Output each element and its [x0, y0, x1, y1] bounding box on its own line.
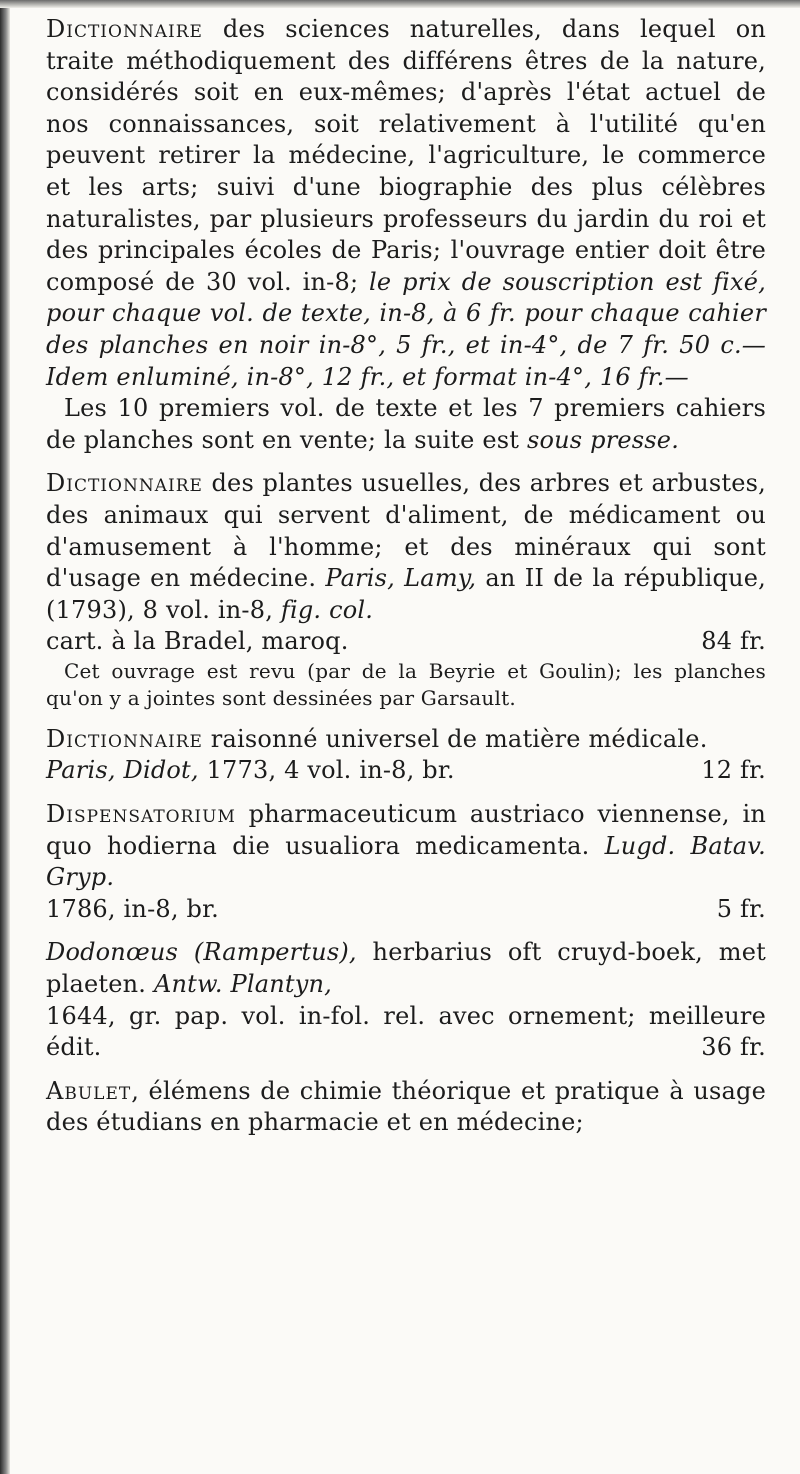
- page-top-shadow: [0, 0, 800, 8]
- entry-head: Abulet: [46, 1076, 132, 1105]
- entry-imprint: Paris, Lamy,: [325, 564, 477, 593]
- entry-imprint: Antw. Plantyn,: [153, 970, 333, 999]
- entry-price-terms: le prix de souscription est fixé, pour chaque vol. de texte, in-8, à 6 fr. pour chaque cahier des planches en noir in-8°, 5 fr., et in-4°, de 7 fr. 50 c.— Idem enluminé, in-8°, 12 fr., et format in-4°, 16 fr.—: [46, 267, 766, 391]
- entry-text-2: 1786, in-8, br.: [46, 894, 219, 923]
- entry-italic-2: fig. col.: [280, 595, 374, 624]
- entry-dictionnaire-plantes-usuelles: [46, 468, 766, 712]
- entry-imprint: Lugd. Batav. Gryp.: [46, 831, 766, 892]
- entry-dodonaeus: [46, 937, 766, 1063]
- entry-text: raisonné universel de matière médicale.: [210, 724, 708, 753]
- entry-head: Dictionnaire: [46, 469, 203, 498]
- entry-dictionnaire-sciences-naturelles: [46, 14, 766, 456]
- entry-head: Dodonœus (Rampertus),: [46, 938, 357, 967]
- entry-note: Cet ouvrage est revu (par de la Beyrie et Goulin); les planches qu'on y a jointes sont dessinées par Garsault.: [46, 658, 766, 710]
- entry-text-2: an II de la république, (1793), 8 vol. in-8,: [46, 564, 766, 624]
- entry-text-2: 1773, 4 vol. in-8, br.: [206, 756, 455, 785]
- entry-text: pharmaceuticum austriaco viennense, in quo hodierna die usualiora medicamenta.: [46, 800, 766, 860]
- page-binding-shadow: [0, 0, 10, 1474]
- entry-availability: Les 10 premiers vol. de texte et les 7 premiers cahiers de planches sont en vente; la suite est: [46, 394, 766, 454]
- entry-text-2: 1644, gr. pap. vol. in-fol. rel. avec ornement; meilleure édit.: [46, 1001, 766, 1062]
- entry-imprint: Paris, Didot,: [46, 756, 199, 785]
- entry-dispensatorium: [46, 799, 766, 925]
- entry-text: herbarius oft cruyd-boek, met plaeten.: [46, 938, 766, 999]
- entry-price: 12 fr.: [701, 756, 766, 785]
- entry-dictionnaire-matiere-medicale: [46, 724, 766, 787]
- entry-text: , élémens de chimie théorique et pratique à usage des étudians en pharmacie et en médecine;: [46, 1076, 766, 1137]
- entry-price: 5 fr.: [716, 894, 766, 923]
- entry-availability-italic: sous presse.: [526, 425, 680, 454]
- entry-text: des plantes usuelles, des arbres et arbustes, des animaux qui servent d'aliment, de médicament ou d'amusement à l'homme; et des minéraux qui sont d'usage en médecine.: [46, 469, 766, 593]
- entry-text: des sciences naturelles, dans lequel on traite méthodiquement des différens êtres de la nature, considérés soit en eux-mêmes; d'après l'état actuel de nos connaissances, soit relativement à l'utilité qu'en peuvent retirer la médecine, l'agriculture, le commerce et les arts; suivi d'une biographie des plus célèbres naturalistes, par plusieurs professeurs du jardin du roi et des principales écoles de Paris; l'ouvrage entier doit être composé de 30 vol. in-8;: [46, 15, 766, 296]
- entry-price: 36 fr.: [701, 1033, 766, 1062]
- entry-head: Dictionnaire: [46, 724, 203, 753]
- entry-price: 84 fr.: [701, 627, 766, 656]
- entry-bulet: [46, 1076, 766, 1139]
- entry-head: Dictionnaire: [46, 15, 203, 43]
- catalogue-text: [46, 14, 766, 1151]
- entry-head: Dispensatorium: [46, 800, 236, 829]
- entry-text-3: cart. à la Bradel, maroq.: [46, 627, 349, 656]
